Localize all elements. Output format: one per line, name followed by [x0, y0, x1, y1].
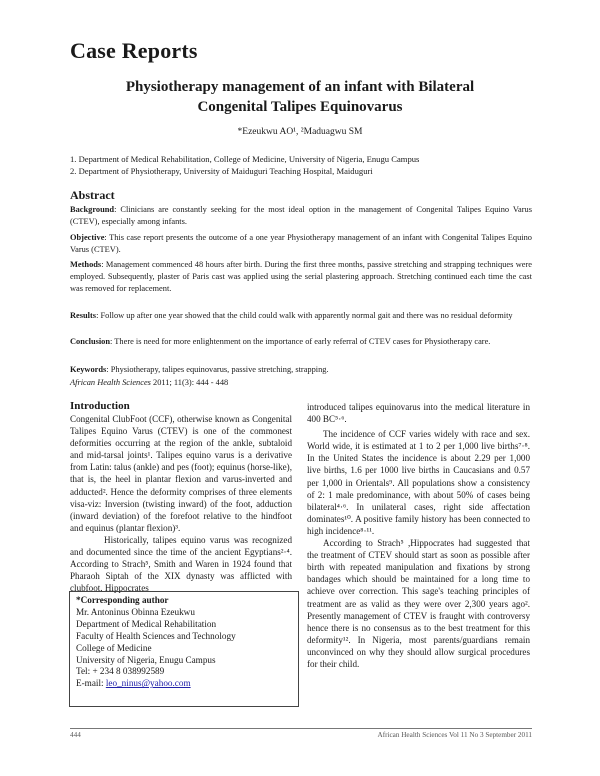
affiliation-1: 1. Department of Medical Rehabilitation, College of Medicine, University of Nigeria, Enugu Campus [70, 154, 420, 164]
email-label: E-mail: [76, 678, 106, 689]
right-column [307, 401, 530, 670]
intro-paragraph-3: introduced talipes equinovarus into the medical literature in 400 BC⁵·⁶. [307, 402, 530, 425]
journal-issue: African Health Sciences Vol 11 No 3 September 2011 [377, 731, 532, 739]
corresponding-author-faculty: Faculty of Health Sciences and Technology [76, 630, 236, 641]
introduction-heading: Introduction [70, 400, 130, 412]
abstract-background [70, 204, 532, 228]
background-label: Background [70, 205, 115, 214]
abstract-methods [70, 259, 532, 296]
article-title-line-2: Congenital Talipes Equinovarus [197, 99, 403, 115]
corresponding-author-box [69, 591, 299, 707]
objective-text: : This case report presents the outcome of a one year Physiotherapy management of an infant with Congenital Talipes Equino Varus (CTEV). [70, 233, 532, 255]
author-list: *Ezeukwu AO¹, ²Maduagwu SM [237, 127, 363, 137]
citation-details: 2011; 11(3): 444 - 448 [150, 378, 229, 387]
intro-paragraph-1: Congenital ClubFoot (CCF), otherwise known as Congenital Talipes Equino Varus (CTEV) is one of the commonest deformities occurring at the region of the ankle, subtaloid and mid-tarsal joints¹. Talipes equino varus is a derivative from Latin: talus (ankle) and pes (foot); equinus (horse-like), that is, the heel in plantar flexion and varus-inverted and adducted². Hence the deformity comprises of three elements visa-viz: Inversion (twisting inward) of the foot, adduction (inward deviation) of the forefoot relative to the hindfoot and equinus (plantar flexion)³. [70, 414, 292, 533]
corresponding-author-college: College of Medicine [76, 642, 152, 653]
abstract-heading: Abstract [70, 188, 115, 202]
intro-paragraph-2: Historically, talipes equino varus was recognized and documented since the time of the ancient Egyptians²·⁴. According to Strach⁵, Smith and Waren in 1924 found that Pharaoh Siptah of the XIX dynasty was afflicted with clubfoot. Hippocrates [70, 534, 292, 594]
corresponding-author-heading: *Corresponding author [76, 595, 169, 605]
methods-text: : Management commenced 48 hours after birth. During the first three months, passive stretching and strapping techniques were employed. Subsequently, plaster of Paris cast was applied using the serial plastering approach. Stretching continued each time the cast was removed for replacement. [70, 260, 532, 294]
citation [70, 377, 532, 389]
abstract-keywords [70, 364, 532, 376]
article-title-line-1: Physiotherapy management of an infant with Bilateral [125, 79, 475, 95]
corresponding-author-university: University of Nigeria, Enugu Campus [76, 654, 216, 665]
page-footer [70, 728, 532, 739]
methods-label: Methods [70, 260, 102, 269]
page-number: 444 [70, 731, 81, 739]
corresponding-author-name: Mr. Antoninus Obinna Ezeukwu [76, 606, 195, 617]
results-label: Results [70, 311, 97, 320]
abstract-results [70, 310, 532, 322]
intro-paragraph-4: The incidence of CCF varies widely with race and sex. World wide, it is estimated at 1 to 2 per 1,000 live births⁷·⁸. In the United States the incidence is about 2.29 per 1,000 live births, 1.6 per 1000 live births in Caucasians and 0.57 per 1,000 in Orientals⁹. All populations show a consistency of 2: 1 male predominance, with about 50% of cases being bilateral⁴·⁶. In unilateral cases, right side affectation dominates¹⁰. A positive family history has been connected to high incidence⁸·¹¹. [307, 429, 530, 536]
conclusion-label: Conclusion [70, 337, 111, 346]
affiliation-2: 2. Department of Physiotherapy, University of Maiduguri Teaching Hospital, Maiduguri [70, 166, 373, 176]
corresponding-author-phone: Tel: + 234 8 038992589 [76, 666, 165, 677]
intro-paragraph-5: According to Strach⁵ ,Hippocrates had suggested that the treatment of CTEV should start as soon as possible after birth with repeated manipulation and fixations by strong bandages which should be maintained for a long time to achieve over correction. This sage's teaching principles of treatment are as valid as they were over 2,300 years ago². Presently management of CTEV is fraught with controversy hence there is no consensus as to the best treatment for this deformity¹². In Nigeria, most parents/guardians remain unconvinced on why they should allow surgical procedures for their child. [307, 538, 530, 669]
abstract-objective [70, 232, 532, 256]
keywords-label: Keywords [70, 365, 107, 374]
left-column [70, 400, 292, 594]
background-text: : Clinicians are constantly seeking for the most ideal option in the management of Congenital Talipes Equino Varus (CTEV), especially among infants. [70, 205, 532, 227]
abstract-conclusion [70, 336, 532, 348]
email-link[interactable]: leo_ninus@yahoo.com [105, 678, 191, 689]
results-text: : Follow up after one year showed that the child could walk with apparently normal gait and there was no residual deformity [96, 311, 513, 320]
corresponding-author-department: Department of Medical Rehabilitation [76, 618, 217, 629]
citation-journal: African Health Sciences [70, 378, 151, 387]
section-heading: Case Reports [70, 38, 198, 63]
conclusion-text: : There is need for more enlightenment on the importance of early referral of CTEV cases for Physiotherapy care. [110, 337, 491, 346]
corresponding-author-email-row [76, 678, 292, 690]
keywords-text: : Physiotherapy, talipes equinovarus, passive stretching, strapping. [106, 365, 329, 374]
objective-label: Objective [70, 233, 105, 242]
